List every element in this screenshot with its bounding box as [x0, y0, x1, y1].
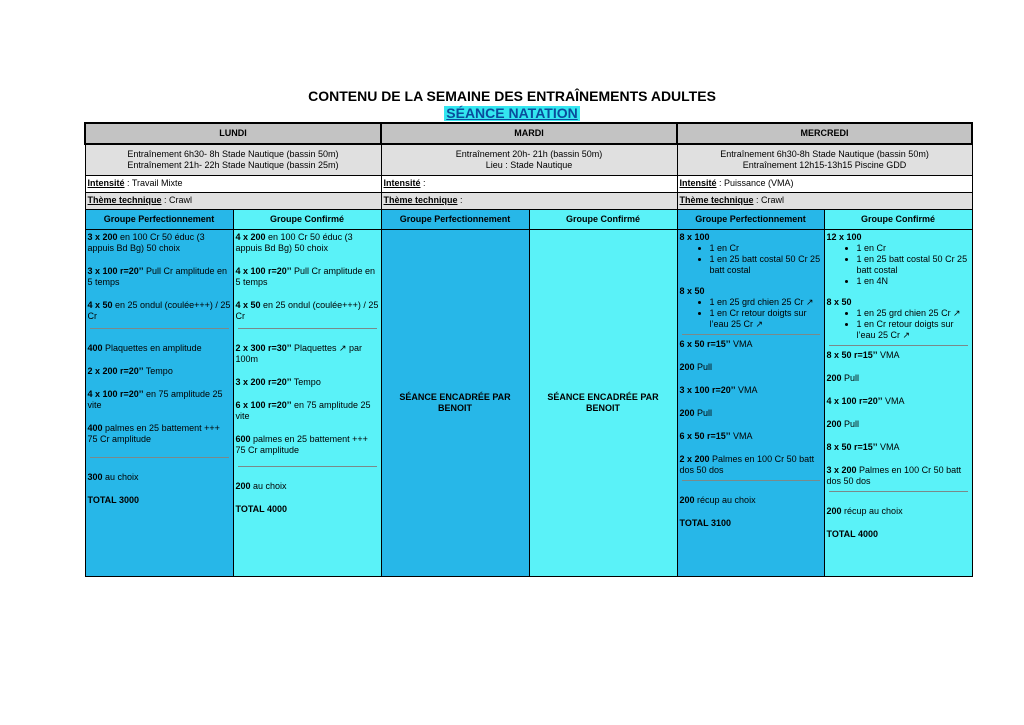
workout-line [827, 442, 970, 453]
workout-line [88, 366, 231, 377]
workout-line [827, 350, 970, 361]
workout-detail: en 25 ondul (coulée+++) / 25 Cr [235, 300, 379, 321]
schedule-line: Lieu : Stade Nautique [485, 160, 573, 170]
training-table [84, 122, 973, 577]
schedule-mercredi [677, 144, 972, 176]
divider [829, 345, 968, 346]
workout-line [236, 377, 379, 388]
divider [90, 328, 229, 329]
workout-line [88, 343, 231, 354]
intensity-mercredi [677, 176, 972, 193]
workout-set: 200 [679, 495, 695, 505]
workout-line [88, 232, 231, 254]
workout-set: 8 x 50 [826, 297, 852, 307]
group-header-confirme: Groupe Confirmé [233, 210, 381, 230]
workout-line [88, 472, 231, 483]
workout-set: 3 x 200 [826, 465, 857, 475]
schedule-mardi [381, 144, 677, 176]
workout-line [236, 434, 379, 456]
list-item: • 1 en 25 grd chien 25 Cr ↗ [710, 297, 822, 308]
list-item: • 1 en 4N [857, 276, 970, 287]
divider [682, 334, 820, 335]
workout-detail: en 100 Cr 50 éduc (3 appuis Bd Bg) 50 choix [235, 232, 353, 253]
list-item: • 1 en 25 batt costal 50 Cr 25 batt costal [710, 254, 822, 276]
workout-total: TOTAL 4000 [235, 504, 288, 514]
workout-detail: VMA [877, 350, 900, 360]
theme-mardi [381, 193, 677, 210]
mardi-perfectionnement-content: SÉANCE ENCADRÉE PAR BENOIT [381, 230, 529, 577]
divider [238, 466, 377, 467]
workout-detail: Plaquettes ↗ par 100m [235, 343, 363, 364]
workout-set: 8 x 50 r=15’’ [826, 350, 878, 360]
workout-detail: Pull [841, 373, 860, 383]
workout-set: 200 [235, 481, 251, 491]
workout-sublist [827, 243, 970, 287]
intensity-label: Intensité [87, 178, 125, 188]
workout-set: 6 x 50 r=15’’ [679, 339, 731, 349]
workout-set: 200 [679, 362, 695, 372]
workout-set: 8 x 50 r=15’’ [826, 442, 878, 452]
list-item: • 1 en Cr [857, 243, 970, 254]
workout-detail: VMA [730, 431, 753, 441]
workout-set: 4 x 50 [235, 300, 261, 310]
list-item: • 1 en Cr [710, 243, 822, 254]
group-header-perfectionnement: Groupe Perfectionnement [677, 210, 824, 230]
workout-set: 400 [87, 343, 103, 353]
workout-line [827, 373, 970, 384]
group-header-perfectionnement: Groupe Perfectionnement [85, 210, 233, 230]
workout-detail: Pull Cr amplitude en 5 temps [87, 266, 228, 287]
workout-detail: Tempo [291, 377, 321, 387]
workout-line [88, 300, 231, 322]
list-item: • 1 en Cr retour doigts sur l’eau 25 Cr ↗ [710, 308, 822, 330]
lundi-confirme-content [233, 230, 381, 577]
workout-detail: VMA [877, 442, 900, 452]
workout-detail: Palmes en 100 Cr 50 batt dos 50 dos [826, 465, 962, 486]
workout-set: 400 [87, 423, 103, 433]
day-header-lundi: LUNDI [85, 123, 381, 144]
workout-detail: Pull Cr amplitude en 5 temps [235, 266, 376, 287]
theme-mercredi [677, 193, 972, 210]
workout-detail: VMA [882, 396, 905, 406]
workout-detail: Plaquettes en amplitude [102, 343, 202, 353]
intensity-value: : Travail Mixte [124, 178, 183, 188]
divider [829, 491, 968, 492]
theme-value: : Crawl [161, 195, 193, 205]
workout-set: 3 x 100 r=20’’ [87, 266, 144, 276]
workout-line [827, 465, 970, 487]
page-title: CONTENU DE LA SEMAINE DES ENTRAÎNEMENTS ADULTES [308, 88, 716, 104]
workout-line [680, 431, 822, 442]
mercredi-confirme-content [824, 230, 972, 577]
workout-set: 2 x 200 [679, 454, 710, 464]
mardi-confirme-content: SÉANCE ENCADRÉE PAR BENOIT [529, 230, 677, 577]
workout-set: 3 x 100 r=20’’ [679, 385, 736, 395]
workout-sublist [827, 308, 970, 341]
workout-line [88, 423, 231, 445]
divider [90, 457, 229, 458]
subtitle-text: SÉANCE NATATION [446, 105, 578, 121]
workout-line [236, 400, 379, 422]
workout-detail: récup au choix [841, 506, 903, 516]
workout-set: 200 [826, 419, 842, 429]
intensity-value: : [420, 178, 426, 188]
theme-value: : Crawl [753, 195, 785, 205]
divider [682, 480, 820, 481]
workout-line [680, 385, 822, 396]
workout-set: 4 x 100 r=20’’ [87, 389, 144, 399]
divider [238, 328, 377, 329]
workout-set: 2 x 300 r=30’’ [235, 343, 292, 353]
group-header-confirme: Groupe Confirmé [824, 210, 972, 230]
intensity-mardi [381, 176, 677, 193]
workout-set: 6 x 100 r=20’’ [235, 400, 292, 410]
theme-lundi [85, 193, 381, 210]
group-header-confirme: Groupe Confirmé [529, 210, 677, 230]
intensity-label: Intensité [383, 178, 421, 188]
workout-line [88, 266, 231, 288]
page-subtitle [0, 105, 1024, 123]
workout-set: 6 x 50 r=15’’ [679, 431, 731, 441]
schedule-line: Entraînement 6h30- 8h Stade Nautique (bassin 50m) [127, 149, 339, 159]
workout-detail: en 100 Cr 50 éduc (3 appuis Bd Bg) 50 choix [87, 232, 205, 253]
theme-label: Thème technique [383, 195, 458, 205]
workout-detail: palmes en 25 battement +++ 75 Cr amplitude [87, 423, 220, 444]
theme-value: : [457, 195, 463, 205]
workout-line [680, 454, 822, 476]
workout-set: 600 [235, 434, 251, 444]
workout-detail: en 25 ondul (coulée+++) / 25 Cr [87, 300, 231, 321]
workout-detail: Tempo [143, 366, 173, 376]
day-header-mercredi: MERCREDI [677, 123, 972, 144]
workout-detail: Palmes en 100 Cr 50 batt dos 50 dos [679, 454, 815, 475]
group-header-perfectionnement: Groupe Perfectionnement [381, 210, 529, 230]
workout-set: 8 x 50 [679, 286, 705, 296]
workout-line [236, 481, 379, 492]
schedule-line: Entraînement 6h30-8h Stade Nautique (bassin 50m) [720, 149, 929, 159]
schedule-line: Entraînement 12h15-13h15 Piscine GDD [742, 160, 907, 170]
intensity-value: : Puissance (VMA) [716, 178, 794, 188]
workout-line [236, 300, 379, 322]
workout-set: 4 x 200 [235, 232, 266, 242]
lundi-perfectionnement-content [85, 230, 233, 577]
workout-line [680, 339, 822, 350]
workout-total: TOTAL 4000 [826, 529, 879, 539]
workout-detail: VMA [730, 339, 753, 349]
workout-detail: en 75 amplitude 25 vite [87, 389, 223, 410]
workout-line [88, 389, 231, 411]
theme-label: Thème technique [87, 195, 162, 205]
list-item: • 1 en 25 grd chien 25 Cr ↗ [857, 308, 970, 319]
workout-detail: récup au choix [694, 495, 756, 505]
workout-total: TOTAL 3000 [87, 495, 140, 505]
workout-detail: Pull [841, 419, 860, 429]
workout-detail: Pull [694, 362, 713, 372]
workout-set: 200 [826, 373, 842, 383]
workout-detail: palmes en 25 battement +++ 75 Cr amplitude [235, 434, 368, 455]
workout-set: 300 [87, 472, 103, 482]
workout-line [680, 362, 822, 373]
workout-detail: VMA [735, 385, 758, 395]
workout-detail: au choix [102, 472, 139, 482]
workout-set: 12 x 100 [826, 232, 862, 242]
workout-line [827, 506, 970, 517]
list-item: • 1 en Cr retour doigts sur l’eau 25 Cr ↗ [857, 319, 970, 341]
workout-line [680, 495, 822, 506]
day-header-mardi: MARDI [381, 123, 677, 144]
schedule-lundi [85, 144, 381, 176]
workout-total: TOTAL 3100 [679, 518, 732, 528]
workout-detail: Pull [694, 408, 713, 418]
workout-sublist [680, 243, 822, 276]
workout-detail: au choix [250, 481, 287, 491]
workout-line [827, 396, 970, 407]
workout-set: 3 x 200 r=20’’ [235, 377, 292, 387]
workout-line [236, 343, 379, 365]
workout-sublist [680, 297, 822, 330]
workout-set: 200 [826, 506, 842, 516]
workout-set: 4 x 100 r=20’’ [235, 266, 292, 276]
theme-label: Thème technique [679, 195, 754, 205]
intensity-lundi [85, 176, 381, 193]
mercredi-perfectionnement-content [677, 230, 824, 577]
list-item: • 1 en 25 batt costal 50 Cr 25 batt costal [857, 254, 970, 276]
workout-line [236, 232, 379, 254]
workout-set: 2 x 200 r=20’’ [87, 366, 144, 376]
workout-detail: en 75 amplitude 25 vite [235, 400, 371, 421]
intensity-label: Intensité [679, 178, 717, 188]
schedule-line: Entraînement 20h- 21h (bassin 50m) [455, 149, 603, 159]
workout-line [680, 408, 822, 419]
workout-set: 3 x 200 [87, 232, 118, 242]
workout-set: 4 x 100 r=20’’ [826, 396, 883, 406]
workout-set: 4 x 50 [87, 300, 113, 310]
workout-set: 8 x 100 [679, 232, 710, 242]
workout-line [236, 266, 379, 288]
schedule-line: Entraînement 21h- 22h Stade Nautique (bassin 25m) [127, 160, 339, 170]
workout-line [827, 419, 970, 430]
workout-set: 200 [679, 408, 695, 418]
